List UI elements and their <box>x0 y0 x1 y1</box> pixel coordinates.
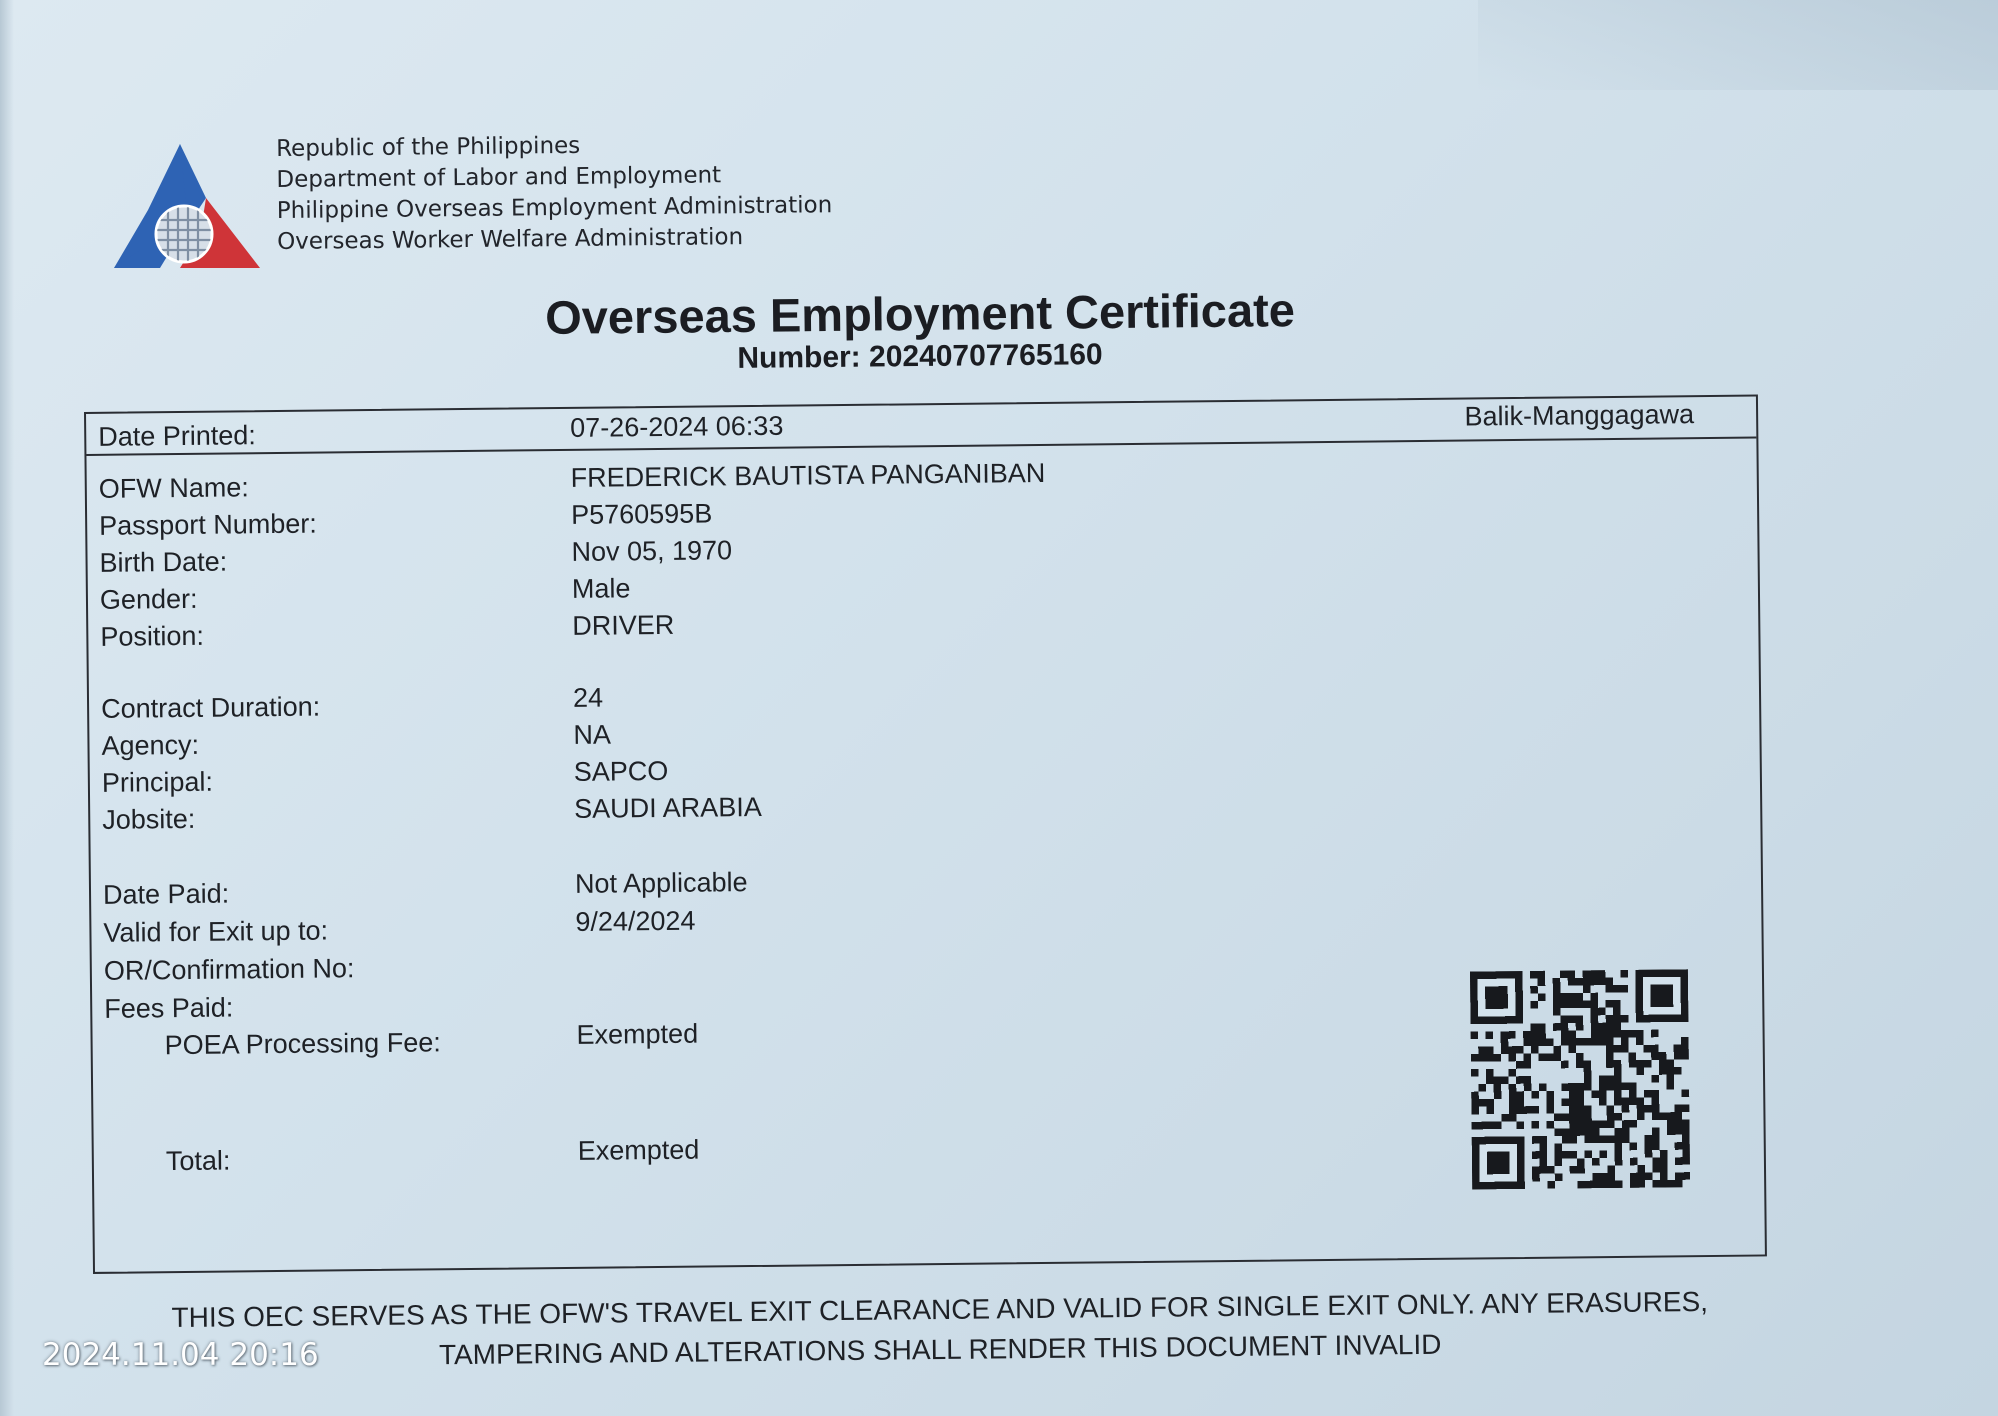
field-label-poea-processing-fee: POEA Processing Fee: <box>164 1027 441 1061</box>
agency-line-owwa: Overseas Worker Welfare Administration <box>276 224 744 255</box>
field-label-valid-for-exit: Valid for Exit up to: <box>103 915 329 948</box>
certificate-number-value: 20240707765160 <box>868 338 1103 374</box>
validity-notice-line-1: THIS OEC SERVES AS THE OFW'S TRAVEL EXIT CLEARANCE AND VALID FOR SINGLE EXIT ONLY. ANY ERASURES, <box>171 1285 1709 1334</box>
field-label-position: Position: <box>100 620 205 652</box>
field-label-contract-duration: Contract Duration: <box>100 691 321 724</box>
field-value-principal: SAPCO <box>573 755 669 787</box>
field-value-gender: Male <box>571 573 631 604</box>
field-label-fees-paid: Fees Paid: <box>104 992 234 1024</box>
validity-notice <box>60 1281 1821 1379</box>
paper-fold-shadow <box>1478 0 1998 90</box>
field-value-poea-processing-fee: Exempted <box>576 1018 699 1050</box>
field-value-position: DRIVER <box>572 609 675 641</box>
field-label-or-confirmation-no: OR/Confirmation No: <box>103 953 355 986</box>
document-title: Overseas Employment Certificate <box>544 283 1296 344</box>
field-value-jobsite: SAUDI ARABIA <box>574 791 762 824</box>
agency-line-republic: Republic of the Philippines <box>276 132 581 162</box>
field-value-valid-for-exit: 9/24/2024 <box>575 905 696 937</box>
field-value-passport-number: P5760595B <box>570 498 713 530</box>
date-printed-row <box>86 396 1756 455</box>
certificate-number-label: Number: <box>737 340 861 375</box>
agency-line-dole: Department of Labor and Employment <box>276 162 722 193</box>
field-label-jobsite: Jobsite: <box>102 803 196 835</box>
validity-notice-line-2: TAMPERING AND ALTERATIONS SHALL RENDER THIS DOCUMENT INVALID <box>438 1328 1442 1371</box>
field-label-total: Total: <box>165 1145 231 1177</box>
field-value-agency: NA <box>573 719 612 750</box>
photo-timestamp: 2024.11.04 20:16 <box>42 1337 319 1373</box>
dmw-triangle-globe-logo-icon <box>110 140 262 272</box>
field-label-date-paid: Date Paid: <box>102 878 230 910</box>
field-label-passport-number: Passport Number: <box>99 508 317 541</box>
qr-code-icon <box>1470 969 1690 1189</box>
field-value-contract-duration: 24 <box>572 682 604 713</box>
paper-edge-shadow <box>0 0 14 1416</box>
date-printed-value: 07-26-2024 06:33 <box>570 410 784 443</box>
field-label-birth-date: Birth Date: <box>99 546 228 578</box>
certificate-details-box <box>84 394 1767 1273</box>
field-label-principal: Principal: <box>101 766 214 798</box>
field-value-birth-date: Nov 05, 1970 <box>571 535 733 567</box>
issuing-agencies <box>276 128 833 258</box>
field-value-total: Exempted <box>577 1134 700 1166</box>
field-label-gender: Gender: <box>99 583 198 615</box>
field-value-ofw-name: FREDERICK BAUTISTA PANGANIBAN <box>570 457 1046 493</box>
field-label-agency: Agency: <box>101 729 200 761</box>
field-value-date-paid: Not Applicable <box>574 867 748 899</box>
date-printed-label: Date Printed: <box>98 420 257 452</box>
oec-category: Balik-Manggagawa <box>1464 399 1695 432</box>
agency-line-poea: Philippine Overseas Employment Administration <box>276 192 833 224</box>
field-label-ofw-name: OFW Name: <box>98 472 249 504</box>
